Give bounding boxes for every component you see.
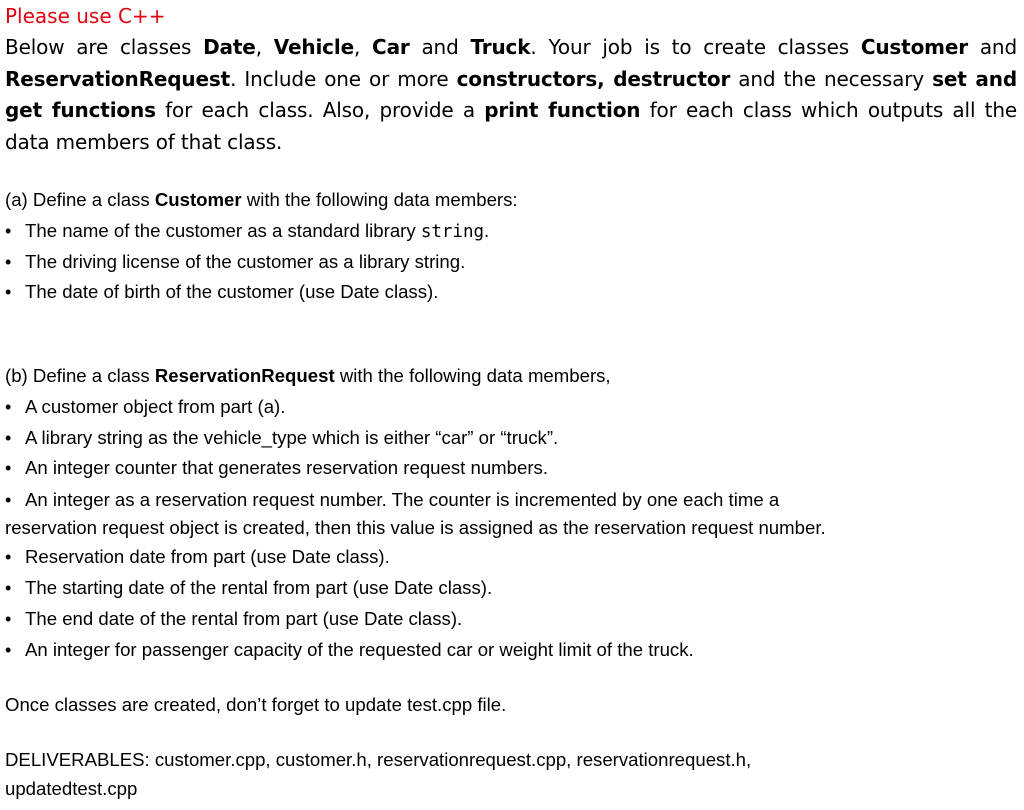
- deliverables-line: DELIVERABLES: customer.cpp, customer.h, reservationrequest.cpp, reservationrequest.h,: [5, 749, 752, 770]
- bullet-icon: •: [5, 427, 12, 448]
- bullet-icon: •: [5, 396, 12, 417]
- list-item: [5, 277, 1020, 308]
- list-item: [5, 573, 1020, 604]
- intro-text: . Include one or more: [230, 66, 457, 91]
- class-reservationrequest: ReservationRequest: [5, 66, 231, 91]
- list-item: [5, 216, 1020, 247]
- bullet-icon: •: [5, 490, 12, 511]
- bullet-icon: •: [5, 458, 12, 479]
- item-text: An integer for passenger capacity of the requested car or weight limit of the truck.: [25, 638, 694, 660]
- intro-text: ,: [354, 35, 373, 59]
- intro-text: . Your job is to create classes: [530, 35, 861, 59]
- item-text: The end date of the rental from part (use Date class).: [25, 607, 463, 629]
- part-a-section: [5, 185, 1020, 308]
- item-text: A library string as the vehicle_type which is either “car” or “truck”.: [25, 426, 559, 448]
- deliverables: [5, 745, 1020, 803]
- intro-text: and: [409, 35, 471, 59]
- list-item: [5, 635, 1020, 666]
- bullet-icon: •: [5, 251, 12, 272]
- list-item: [5, 453, 1020, 484]
- part-a-heading: [5, 185, 1020, 216]
- deliverables-line: updatedtest.cpp: [5, 778, 138, 799]
- intro-text: Below are classes: [5, 35, 204, 59]
- item-text-line: [5, 486, 1020, 514]
- item-text-line: reservation request object is created, then this value is assigned as the reservation request number.: [5, 517, 826, 539]
- list-item: [5, 604, 1020, 635]
- closing-note: [5, 690, 1020, 721]
- keyword-set-get: set and get functions: [5, 66, 1017, 122]
- closing-text: Once classes are created, don’t forget to update test.cpp file.: [5, 694, 507, 715]
- list-item: [5, 542, 1020, 573]
- bullet-icon: •: [5, 282, 12, 303]
- intro-paragraph: [5, 32, 1017, 158]
- keyword-constructors: constructors, destructor: [456, 66, 731, 91]
- heading-text: with the following data members:: [241, 189, 518, 210]
- bullet-icon: •: [5, 547, 12, 568]
- item-text: .: [484, 219, 490, 241]
- class-date: Date: [203, 35, 256, 59]
- intro-text: for each class. Also, provide a: [155, 98, 485, 122]
- bullet-icon: •: [5, 639, 12, 660]
- heading-text: (b) Define a class: [5, 365, 155, 386]
- item-text: An integer counter that generates reservation request numbers.: [25, 457, 548, 479]
- item-text: The name of the customer as a standard library: [25, 219, 421, 241]
- keyword-print: print function: [484, 98, 641, 122]
- intro-text: for each class which outputs all the data members of that class.: [5, 98, 1017, 154]
- item-text: The date of birth of the customer (use Date class).: [25, 281, 439, 303]
- heading-class-name: ReservationRequest: [154, 365, 335, 386]
- intro-text: and the necessary: [730, 66, 933, 91]
- list-item: [5, 423, 1020, 454]
- heading-text: with the following data members,: [334, 365, 611, 386]
- list-item: [5, 484, 1020, 542]
- heading-class-name: Customer: [154, 189, 242, 210]
- class-customer: Customer: [860, 35, 969, 59]
- part-b-section: [5, 361, 1020, 665]
- list-item: [5, 247, 1020, 278]
- item-text: The driving license of the customer as a library string.: [25, 250, 466, 272]
- intro-text: ,: [255, 35, 274, 59]
- language-requirement: Please use C++: [5, 4, 166, 28]
- bullet-icon: •: [5, 220, 12, 241]
- item-text: Reservation date from part (use Date class).: [25, 546, 390, 568]
- intro-text: and: [968, 35, 1018, 59]
- item-text: A customer object from part (a).: [25, 395, 286, 417]
- list-item: [5, 392, 1020, 423]
- item-text: The starting date of the rental from part (use Date class).: [25, 576, 493, 598]
- bullet-icon: •: [5, 608, 12, 629]
- class-car: Car: [372, 35, 410, 59]
- heading-text: (a) Define a class: [5, 189, 155, 210]
- class-truck: Truck: [470, 35, 531, 59]
- code-string: string: [420, 221, 485, 242]
- class-vehicle: Vehicle: [273, 35, 355, 59]
- bullet-icon: •: [5, 577, 12, 598]
- item-text: An integer as a reservation request number. The counter is incremented by one each time a: [25, 489, 780, 511]
- part-b-heading: [5, 361, 1020, 392]
